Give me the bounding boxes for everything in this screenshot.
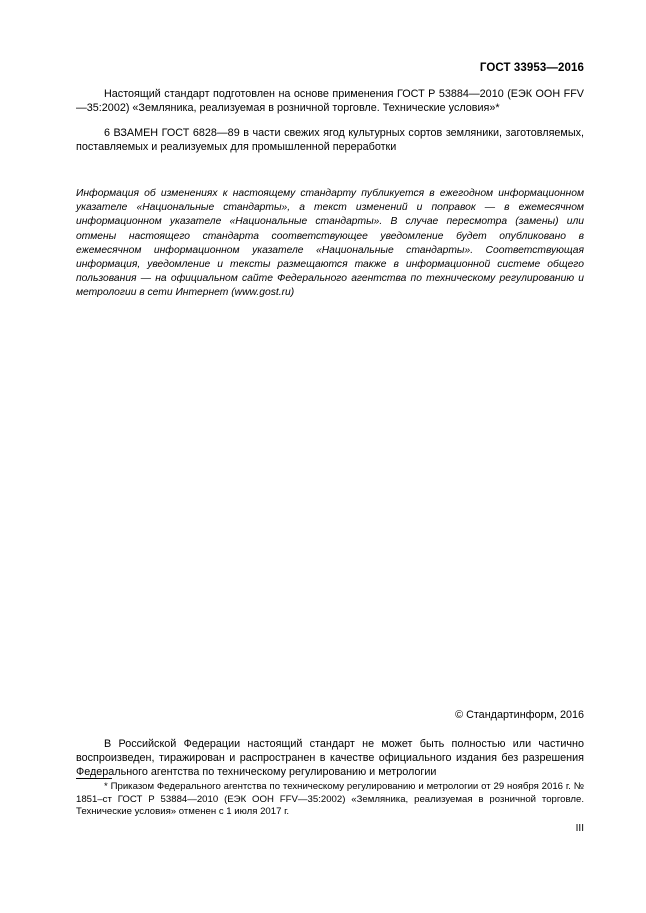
document-code-header: ГОСТ 33953—2016 bbox=[479, 62, 584, 74]
copyright: © Стандартинформ, 2016 bbox=[455, 709, 584, 721]
paragraph-basis: Настоящий стандарт подготовлен на основе применения ГОСТ Р 53884—2010 (ЕЭК ООН FFV—35:2002) «Земляника, реализуемая в розничной торговле. Технические условия»* bbox=[76, 88, 584, 114]
legal-notice: В Российской Федерации настоящий стандарт не может быть полностью или частично воспроизведен, тиражирован и распространен в качестве официального издания без разрешения Федерального агентства по техническому регулированию и метрологии bbox=[76, 738, 584, 778]
footnote-divider bbox=[76, 778, 112, 779]
page-number: III bbox=[575, 823, 584, 834]
paragraph-replaces: 6 ВЗАМЕН ГОСТ 6828—89 в части свежих ягод культурных сортов земляники, заготовляемых, поставляемых и реализуемых для промышленной переработки bbox=[76, 127, 584, 153]
info-notice: Информация об изменениях к настоящему стандарту публикуется в ежегодном информационном указателе «Национальные стандарты», а текст изменений и поправок — в ежемесячном информационном указателе «Национальные стандарты». В случае пересмотра (замены) или отмены настоящего стандарта соответствующее уведомление будет опубликовано в ежемесячном информационном указателе «Национальные стандарты». Соответствующая информация, уведомление и тексты размещаются также в информационной системе общего пользования — на официальном сайте Федерального агентства по техническому регулированию и метрологии в сети Интернет (www.gost.ru) bbox=[76, 188, 584, 299]
footnote: * Приказом Федерального агентства по техническому регулированию и метрологии от 29 ноября 2016 г. № 1851–ст ГОСТ Р 53884—2010 (ЕЭК ООН FFV—35:2002) «Земляника, реализуемая в розничной торговле. Технические условия» отменен с 1 июля 2017 г. bbox=[76, 781, 584, 817]
